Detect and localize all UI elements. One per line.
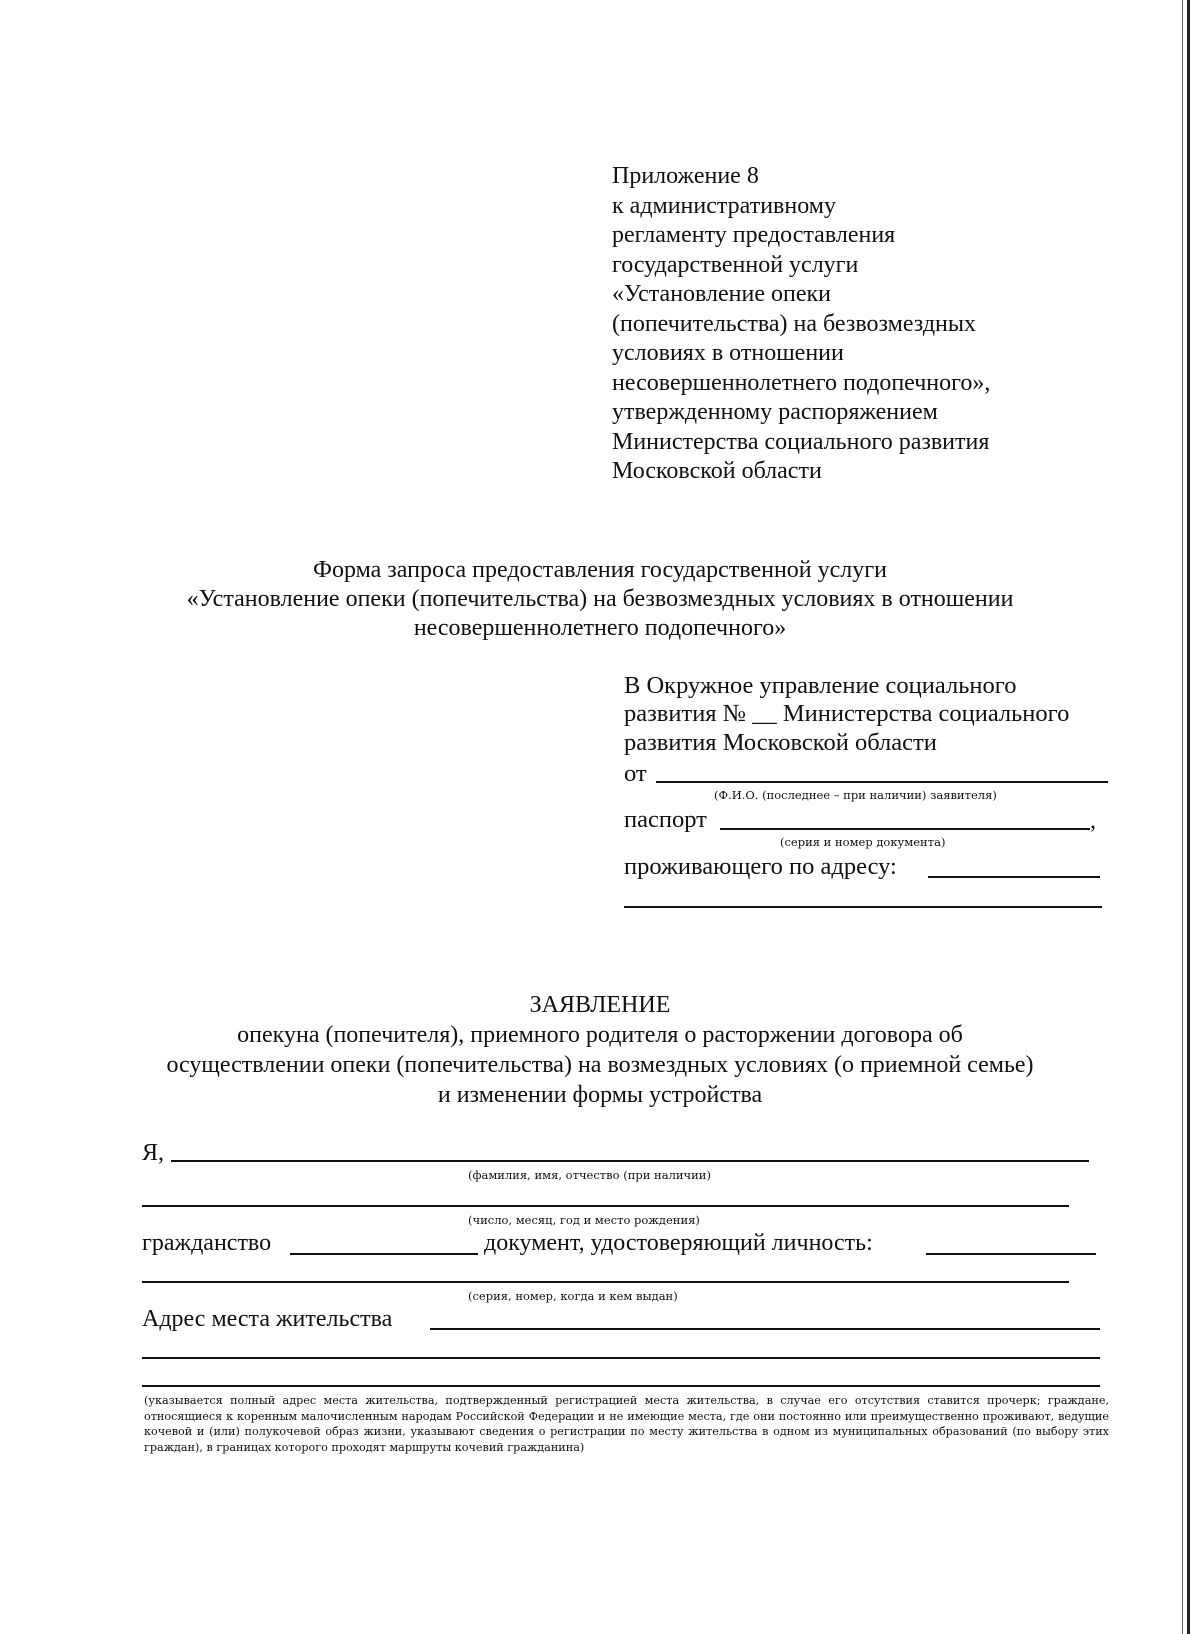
appendix-line: Московской области — [612, 458, 822, 484]
appendix-line: к административному — [612, 192, 836, 219]
appendix-header — [612, 162, 990, 487]
passport-comma: , — [1090, 808, 1096, 834]
address-label: проживающего по адресу: — [624, 853, 897, 880]
from-hint: (Ф.И.О. (последнее – при наличии) заявителя) — [714, 788, 997, 802]
form-title-line: несовершеннолетнего подопечного» — [413, 615, 787, 641]
appendix-line: несовершеннолетнего подопечного», — [612, 369, 991, 396]
id-doc-field-2[interactable] — [142, 1281, 1069, 1283]
citizenship-field[interactable] — [290, 1253, 478, 1255]
residence-footnote: (указывается полный адрес места жительства, подтвержденный регистрацией места жительства, в случае его отсутствия ставится прочерк; граждане, относящиеся к коренным малочисленным народам Российской Федерации и не имеющие места, где они постоянно или преимущественно проживают, ведущие кочевой и (или) полукочевой образ жизни, указывают сведения о регистрации по месту жительства в одном из муниципальных образований (по выбору этих граждан), в границах которого проходят маршруты кочевий гражданина) — [144, 1394, 1109, 1454]
statement-subtitle-line: осуществлении опеки (попечительства) на возмездных условиях (о приемной семье) — [166, 1052, 1034, 1078]
statement-title: ЗАЯВЛЕНИЕ — [529, 992, 671, 1018]
statement-subtitle-line: опекуна (попечителя), приемного родителя о расторжении договора об — [237, 1022, 963, 1048]
appendix-line: государственной услуги — [612, 251, 859, 278]
passport-label: паспорт — [624, 806, 707, 833]
birth-hint: (число, месяц, год и место рождения) — [468, 1213, 700, 1227]
residence-field-1[interactable] — [430, 1328, 1100, 1330]
from-label: от — [624, 760, 647, 787]
appendix-line: «Установление опеки — [612, 281, 832, 307]
residence-field-3[interactable] — [142, 1385, 1100, 1387]
scan-edge-line-inner — [1182, 0, 1183, 1634]
birth-field[interactable] — [142, 1205, 1069, 1207]
from-field[interactable] — [656, 781, 1108, 783]
appendix-line: (попечительства) на безвозмездных — [612, 310, 976, 337]
statement-subtitle — [0, 1020, 1200, 1110]
recipient-line-2: развития № __ Министерства социального — [624, 700, 1070, 727]
id-doc-label: документ, удостоверяющий личность: — [484, 1230, 873, 1256]
citizenship-label: гражданство — [142, 1230, 272, 1256]
statement-subtitle-line: и изменении формы устройства — [437, 1082, 763, 1108]
residence-label: Адрес места жительства — [142, 1306, 393, 1332]
form-title — [0, 556, 1200, 643]
form-title-line: Форма запроса предоставления государственной услуги — [313, 557, 887, 583]
appendix-line: регламенту предоставления — [612, 222, 896, 248]
address-field-2[interactable] — [624, 906, 1102, 908]
recipient-line-3: развития Московской области — [624, 729, 937, 756]
appendix-line: утвержденному распоряжением — [612, 399, 938, 425]
passport-hint: (серия и номер документа) — [780, 835, 946, 849]
name-hint: (фамилия, имя, отчество (при наличии) — [468, 1168, 711, 1182]
passport-field[interactable] — [720, 828, 1090, 830]
appendix-line: условиях в отношении — [612, 340, 844, 366]
name-field[interactable] — [171, 1160, 1089, 1162]
scan-edge-line — [1187, 0, 1190, 1634]
recipient-line-1: В Окружное управление социального — [624, 672, 1017, 699]
form-title-line: «Установление опеки (попечительства) на безвозмездных условиях в отношении — [186, 586, 1014, 612]
i-label: Я, — [142, 1140, 165, 1166]
residence-field-2[interactable] — [142, 1357, 1100, 1359]
id-doc-field-1[interactable] — [926, 1253, 1096, 1255]
appendix-line: Приложение 8 — [612, 163, 759, 189]
address-field-1[interactable] — [928, 876, 1100, 878]
appendix-line: Министерства социального развития — [612, 428, 990, 455]
id-hint: (серия, номер, когда и кем выдан) — [468, 1289, 678, 1303]
